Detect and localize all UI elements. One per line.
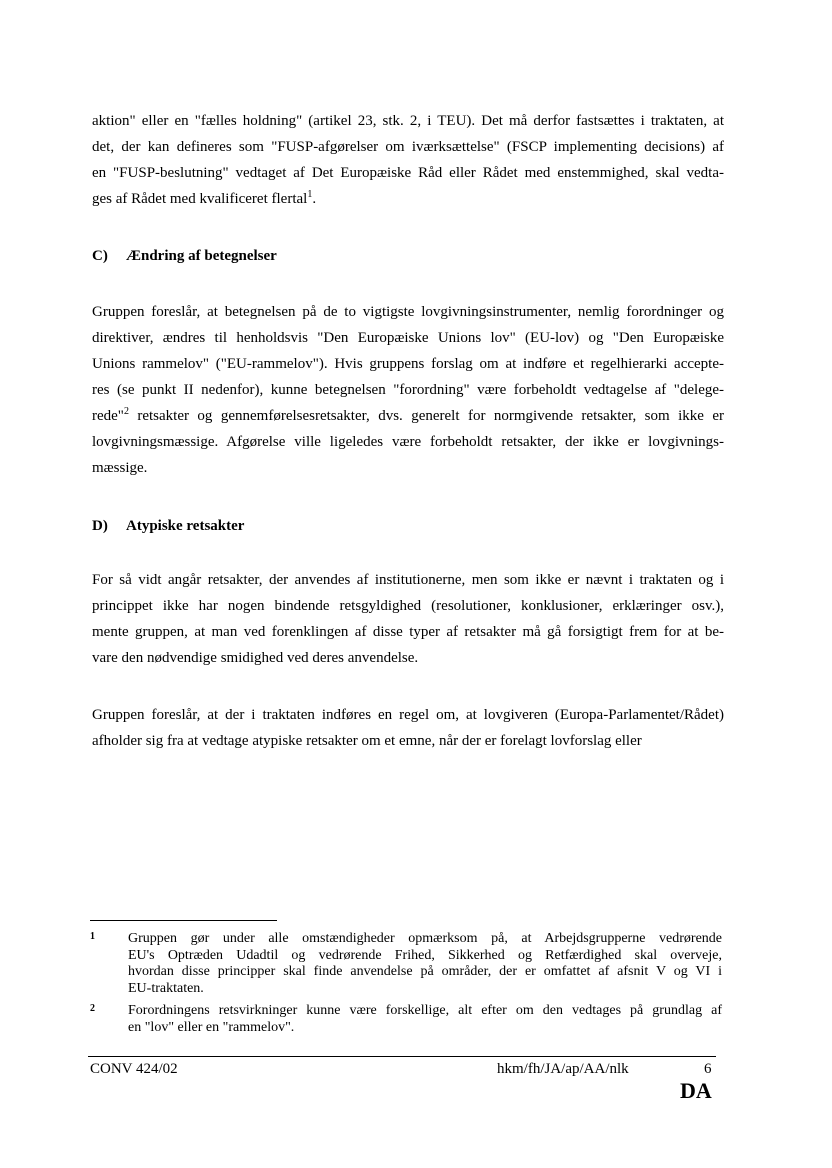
- text-line: Gruppen foreslår, at betegnelsen på de to vigtigste lovgivningsinstrumenter, nemlig forordninger og: [92, 304, 724, 320]
- paragraph-4: [92, 702, 724, 754]
- text-line: lovgivningsmæssige. Afgørelse ville ligeledes være forbeholdt retsakter, der ikke er lovgivnings-: [92, 434, 724, 450]
- footnote-2: [90, 1003, 722, 1036]
- text-line: res (se punkt II nedenfor), kunne betegnelsen "forordning" være forbeholdt vedtagelse af "delege-: [92, 382, 724, 398]
- document-reference: CONV 424/02: [90, 1061, 178, 1077]
- text-line: [92, 186, 724, 212]
- text-line: afholder sig fra at vedtage atypiske retsakter om et emne, når der er forelagt lovforslag eller: [92, 733, 642, 749]
- paragraph-1: [92, 108, 724, 212]
- text-line: aktion" eller en "fælles holdning" (artikel 23, stk. 2, i TEU). Det må derfor fastsættes i traktaten, at: [92, 113, 724, 129]
- author-initials: hkm/fh/JA/ap/AA/nlk: [497, 1061, 629, 1077]
- text-line: princippet ikke har nogen bindende retsgyldighed (resolutioner, konklusioner, erklæringer osv.),: [92, 598, 724, 614]
- footnote-separator: [90, 920, 277, 921]
- text-line: Forordningens retsvirkninger kunne være forskellige, alt efter om den vedtages på grundlag af: [128, 1003, 722, 1018]
- section-heading-c: [92, 243, 277, 269]
- section-title: Ændring af betegnelser: [126, 248, 277, 264]
- footnote-number: 1: [90, 931, 95, 942]
- text-span: ges af Rådet med kvalificeret flertal: [92, 191, 308, 207]
- text-line: hvordan disse principper skal finde anvendelse på områder, der er omfattet af afsnit V og VI i: [128, 964, 722, 979]
- page-number: 6: [704, 1061, 712, 1077]
- footnote-text: [128, 1003, 722, 1036]
- text-line: Gruppen foreslår, at der i traktaten indføres en regel om, at lovgiveren (Europa-Parlamentet/Rådet): [92, 707, 724, 723]
- footnote-ref-1[interactable]: 1: [307, 189, 313, 200]
- footnote-ref-2[interactable]: 2: [123, 406, 129, 417]
- text-line: mente gruppen, at man ved forenklingen af disse typer af retsakter må gå forsigtigt frem for at be-: [92, 624, 724, 640]
- footnote-number: 2: [90, 1003, 95, 1014]
- text-span: retsakter og gennemførelsesretsakter, dvs. generelt for normgivende retsakter, som ikke er: [128, 408, 724, 424]
- text-span: .: [312, 191, 317, 207]
- footer-separator: [88, 1056, 716, 1057]
- section-letter: D): [92, 518, 108, 534]
- text-line: EU-traktaten.: [128, 980, 204, 996]
- text-line: en "lov" eller en "rammelov".: [128, 1019, 295, 1035]
- section-heading-d: [92, 513, 244, 539]
- text-line: direktiver, ændres til henholdsvis "Den Europæiske Unions lov" (EU-lov) og "Den Europæiske: [92, 330, 724, 346]
- text-line: en "FUSP-beslutning" vedtaget af Det Europæiske Råd eller Rådet med enstemmighed, skal vedta-: [92, 165, 724, 181]
- text-line: det, der kan defineres som "FUSP-afgørelser om iværksættelse" (FSCP implementing decisions) af: [92, 139, 724, 155]
- text-line: vare den nødvendige smidighed ved deres anvendelse.: [92, 650, 419, 666]
- paragraph-3: [92, 567, 724, 671]
- text-line: [92, 403, 724, 429]
- section-title: Atypiske retsakter: [126, 518, 245, 534]
- paragraph-2: [92, 299, 724, 481]
- text-line: For så vidt angår retsakter, der anvendes af institutionerne, men som ikke er nævnt i traktaten og i: [92, 572, 724, 588]
- text-line: Unions rammelov" ("EU-rammelov"). Hvis gruppens forslag om at indføre et regelhierarki accepte-: [92, 356, 724, 372]
- text-line: EU's Optræden Udadtil og vedrørende Frihed, Sikkerhed og Retfærdighed skal overveje,: [128, 947, 722, 963]
- text-line: Gruppen gør under alle omstændigheder opmærksom på, at Arbejdsgrupperne vedrørende: [128, 931, 722, 946]
- footnote-1: [90, 931, 722, 997]
- text-span: rede": [92, 408, 124, 424]
- language-code: DA: [680, 1078, 712, 1103]
- text-line: mæssige.: [92, 460, 148, 476]
- footnote-text: [128, 931, 722, 997]
- section-letter: C): [92, 248, 108, 264]
